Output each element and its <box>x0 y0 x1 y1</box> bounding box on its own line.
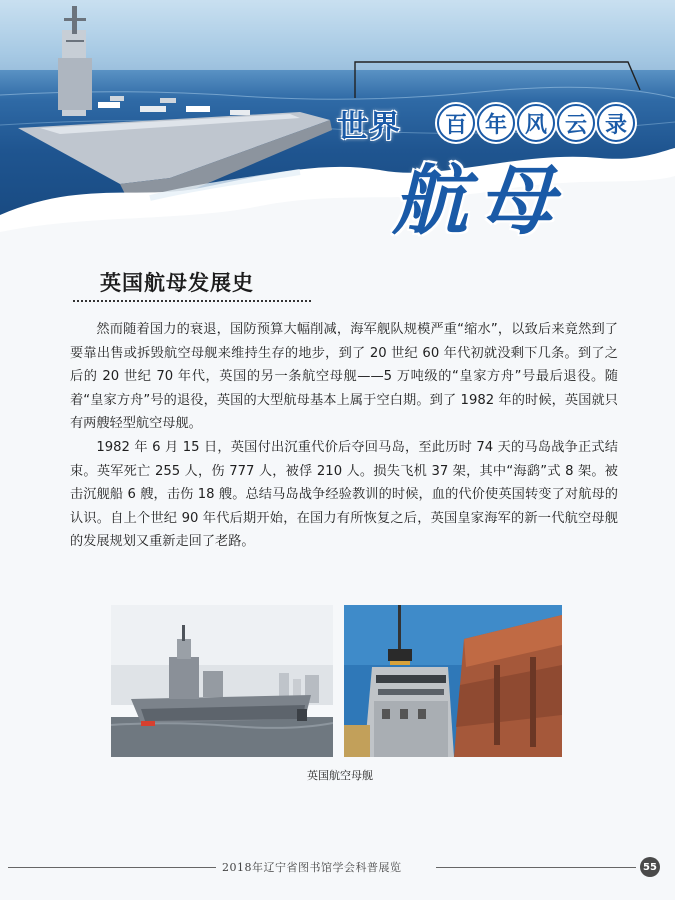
page-number: 55 <box>640 857 660 877</box>
photo-carrier-docked <box>111 605 333 757</box>
subtitle-char: 百 <box>437 104 475 142</box>
subtitle-char: 录 <box>597 104 635 142</box>
figure-caption: 英国航空母舰 <box>307 769 373 782</box>
article-paragraph: 1982 年 6 月 15 日，英国付出沉重代价后夺回马岛，至此历时 74 天的马岛战争正式结束。英军死亡 255 人，伤 777 人，被俘 210 人。损失飞机 37 架，其中“海鹞”式 8 架。被击沉舰船 6 艘，击伤 18 艘。总结马岛战争经验教训的时候，血的代价使英国转变了对航母的认识。自上个世纪 90 年代后期开始，在国力有所恢复之后，英国皇家海军的新一代航空母舰的发展规划又重新走回了老路。 <box>70 439 618 550</box>
article-paragraph: 然而随着国力的衰退，国防预算大幅削减，海军舰队规模严重“缩水”，以致后来竟然到了要靠出售或拆毁航空母舰来维持生存的地步，到了 20 世纪 60 年代初就没剩下几条。到了之后的 20 世纪 70 年代，英国的另一条航空母舰——5 万吨级的“皇家方舟”号最后退役。随着“皇家方舟”号的退役，英国的大型航母基本上属于空白期。到了 1982 年的时候，英国就只有两艘轻型航空母舰。 <box>70 322 618 432</box>
subtitle-char: 云 <box>557 104 595 142</box>
footer-rule-left <box>8 867 216 868</box>
subtitle-char: 年 <box>477 104 515 142</box>
section-title: 英国航母发展史 <box>100 270 254 295</box>
title-underline <box>73 300 311 302</box>
header-banner <box>0 0 675 250</box>
banner-title-world: 世界 <box>337 109 401 145</box>
subtitle-char: 风 <box>517 104 555 142</box>
photo-carrier-construction <box>344 605 562 757</box>
article-body <box>70 318 618 554</box>
banner-subtitle-circles <box>437 104 635 142</box>
footer-text: 2018年辽宁省图书馆学会科普展览 <box>222 861 402 874</box>
footer-rule-right <box>436 867 636 868</box>
banner-title-carrier: 航母 <box>392 156 564 245</box>
